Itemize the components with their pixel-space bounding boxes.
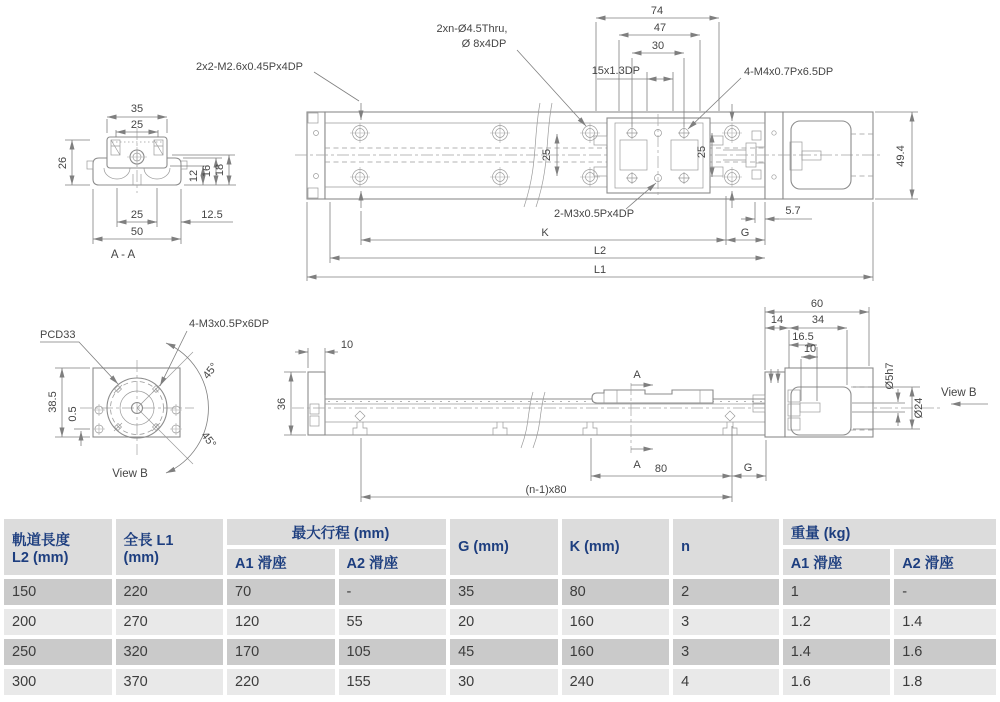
header-k: K (mm) (562, 519, 670, 575)
dim-12-5: 12.5 (201, 209, 223, 221)
header-track-length-line2: L2 (mm) (12, 549, 69, 566)
cell: 200 (4, 609, 112, 635)
dim-49-4: 49.4 (895, 145, 907, 167)
dim-dia-24: Ø24 (913, 397, 925, 419)
header-track-length-line1: 軌道長度 (12, 532, 70, 549)
cell: - (339, 579, 447, 605)
dim-g-side: G (743, 462, 753, 474)
cell: 370 (116, 669, 224, 695)
side-view (276, 298, 988, 502)
dim-50: 50 (130, 226, 144, 238)
plan-view (196, 5, 918, 281)
dim-25-left: 25 (541, 148, 553, 162)
dim-36: 36 (276, 397, 288, 411)
cell: 3 (673, 639, 779, 665)
table-row (4, 639, 996, 665)
cell: 170 (227, 639, 335, 665)
cell: 2 (673, 579, 779, 605)
dim-38-5: 38.5 (47, 391, 59, 413)
header-total-length-line1: 全長 L1 (123, 532, 174, 549)
header-n: n (673, 519, 779, 575)
dim-g-plan: G (740, 227, 750, 239)
dim-l2: L2 (593, 245, 607, 257)
cell: - (894, 579, 996, 605)
cell: 160 (562, 609, 670, 635)
view-b-label: View B (112, 468, 148, 480)
header-weight-group: 重量 (kg) (783, 519, 996, 545)
dim-34: 34 (811, 314, 825, 326)
dim-47: 47 (653, 22, 667, 34)
dim-5-7: 5.7 (785, 205, 801, 217)
dim-12: 12 (188, 169, 200, 183)
header-track-length (4, 519, 112, 575)
cell: 3 (673, 609, 779, 635)
cell: 105 (339, 639, 447, 665)
cell: 240 (562, 669, 670, 695)
dim-n-1-x80: (n-1)x80 (525, 484, 567, 496)
header-max-stroke-group: 最大行程 (mm) (227, 519, 446, 545)
carriage-side (592, 390, 713, 403)
cell: 270 (116, 609, 224, 635)
dim-30: 30 (651, 40, 665, 52)
label-thru-hole-1: 2xn-Ø4.5Thru, (436, 23, 508, 35)
dim-45-bottom: 45° (198, 429, 219, 451)
header-g: G (mm) (450, 519, 558, 575)
spec-table (0, 515, 1000, 699)
dim-80: 80 (654, 463, 668, 475)
cell: 1.8 (894, 669, 996, 695)
label-2x2-m2-6: 2x2-M2.6x0.45Px4DP (196, 61, 303, 73)
dim-25-bottom: 25 (130, 209, 144, 221)
table-row (4, 579, 996, 605)
dim-10-cap: 10 (340, 339, 354, 351)
cell: 1.2 (783, 609, 891, 635)
label-pcd33: PCD33 (40, 329, 76, 341)
label-4-m4: 4-M4x0.7Px6.5DP (744, 66, 834, 78)
header-weight-a2: A2 滑座 (894, 549, 996, 575)
header-stroke-a1: A1 滑座 (227, 549, 335, 575)
section-label: A - A (110, 249, 136, 261)
cell: 45 (450, 639, 558, 665)
break-lines-side (521, 392, 545, 448)
header-stroke-a2: A2 滑座 (339, 549, 447, 575)
dim-k: K (541, 227, 549, 239)
dim-16: 16 (201, 164, 213, 178)
table-row (4, 609, 996, 635)
cell: 150 (4, 579, 112, 605)
label-4-m3: 4-M3x0.5Px6DP (189, 318, 270, 330)
cell: 1.4 (894, 609, 996, 635)
cell: 30 (450, 669, 558, 695)
cell: 20 (450, 609, 558, 635)
cell: 220 (227, 669, 335, 695)
dim-18: 18 (214, 163, 226, 177)
dim-45-top: 45° (200, 360, 221, 382)
dim-26: 26 (57, 156, 69, 170)
label-2-m3: 2-M3x0.5Px4DP (553, 208, 635, 220)
cell: 1 (783, 579, 891, 605)
cell: 70 (227, 579, 335, 605)
cell: 160 (562, 639, 670, 665)
cell: 220 (116, 579, 224, 605)
cell: 1.6 (894, 639, 996, 665)
dim-25-right: 25 (696, 145, 708, 159)
section-arrow-a-bottom: A (633, 459, 641, 471)
table-row (4, 669, 996, 695)
label-15x1-3dp: 15x1.3DP (591, 65, 640, 77)
dim-16-5: 16.5 (792, 331, 814, 343)
header-weight-a1: A1 滑座 (783, 549, 891, 575)
cell: 300 (4, 669, 112, 695)
header-total-length-line2: (mm) (123, 549, 159, 566)
dim-dia-5h7: Ø5h7 (884, 362, 896, 390)
cell: 155 (339, 669, 447, 695)
cell: 120 (227, 609, 335, 635)
bottom-counterbores (353, 422, 737, 435)
datum-diamonds (355, 411, 735, 421)
cell: 1.4 (783, 639, 891, 665)
cell: 250 (4, 639, 112, 665)
cell: 35 (450, 579, 558, 605)
cell: 4 (673, 669, 779, 695)
dim-14: 14 (770, 314, 784, 326)
header-total-length (116, 519, 224, 575)
dim-l1: L1 (593, 264, 607, 276)
view-b-direction-label: View B (941, 387, 977, 399)
dim-0-5: 0.5 (67, 406, 79, 422)
cell: 80 (562, 579, 670, 605)
dim-74: 74 (650, 5, 664, 17)
view-b (40, 318, 269, 480)
label-thru-hole-2: Ø 8x4DP (461, 38, 507, 50)
dim-35: 35 (130, 103, 144, 115)
cell: 320 (116, 639, 224, 665)
dim-25-top: 25 (130, 119, 144, 131)
cell: 1.6 (783, 669, 891, 695)
dim-10-motor: 10 (803, 343, 817, 355)
dim-60: 60 (810, 298, 824, 310)
cell: 55 (339, 609, 447, 635)
section-arrow-a-top: A (633, 369, 641, 381)
section-a-a-view (57, 103, 236, 261)
